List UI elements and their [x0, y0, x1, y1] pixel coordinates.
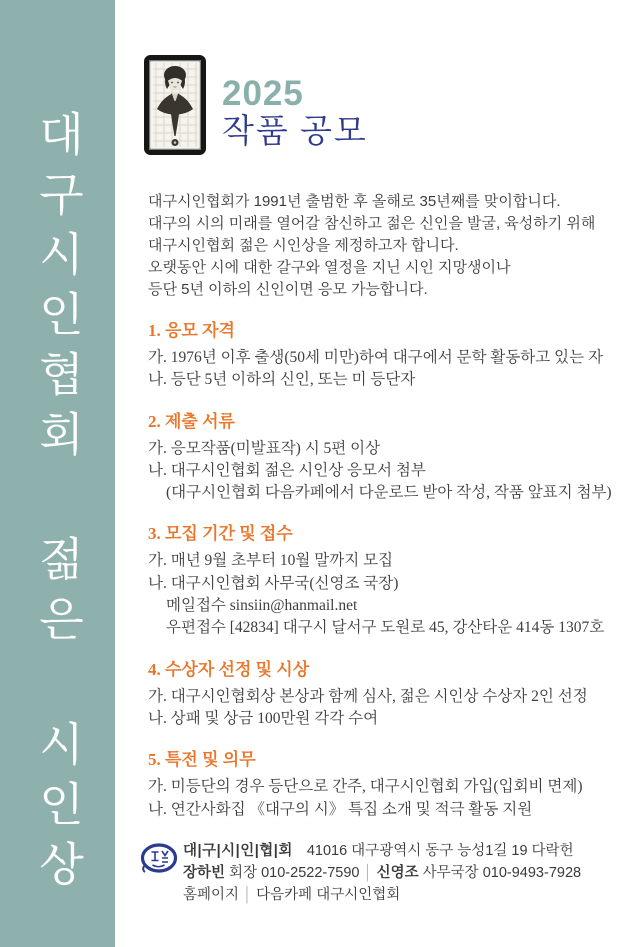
footer-line: [183, 862, 632, 884]
footer: [140, 840, 632, 906]
footer-line: [183, 840, 632, 862]
sidebar-band: [0, 0, 115, 947]
section-item: 우편접수 [42834] 대구시 달서구 도원로 45, 강산타운 414동 1307호: [166, 619, 605, 637]
section-item: 가. 1976년 이후 출생(50세 미만)하여 대구에서 문학 활동하고 있는 자: [148, 349, 603, 366]
section-title: 1. 응모 자격: [148, 321, 235, 340]
section: [148, 659, 628, 731]
content-column: [148, 0, 628, 821]
footer-text: 회장 010-2522-7590: [225, 865, 360, 881]
section: [148, 411, 628, 505]
association-seal-icon: [140, 842, 178, 881]
section-item: 가. 미등단의 경우 등단으로 간주, 대구시인협회 가입(입회비 면제): [148, 778, 583, 796]
footer-text: │: [239, 887, 257, 903]
footer-line: [183, 884, 632, 906]
title-year: 2025: [222, 74, 304, 113]
footer-text: 장하빈: [183, 865, 226, 881]
section-title: 3. 모집 기간 및 접수: [148, 524, 293, 544]
section: [148, 749, 628, 821]
section-title: 5. 특전 및 의무: [148, 750, 256, 770]
footer-text: 대|구|시|인|협|회: [183, 843, 293, 859]
section-item: 나. 대구시인협회 젊은 시인상 응모서 첨부: [148, 461, 426, 479]
section-item: (대구시인협회 다음카페에서 다운로드 받아 작성, 작품 앞표지 첨부): [166, 484, 612, 502]
header-row: [148, 0, 628, 155]
footer-text: │: [359, 865, 377, 881]
title-block: [222, 76, 368, 150]
poet-sketch-icon: [144, 55, 206, 160]
sections: [148, 320, 628, 821]
intro-line: 대구시인협회가 1991년 출범한 후 올해로 35년째를 맞이합니다.: [148, 193, 561, 210]
footer-lines: [183, 840, 632, 906]
footer-text: 사무국장 010-9493-7928: [418, 865, 582, 881]
sidebar-vertical-title: 대구시인협회 젊은 시인상: [32, 110, 84, 900]
footer-text: 다음카페 대구시인협회: [256, 887, 401, 903]
section-item: 나. 대구시인협회 사무국(신영조 국장): [148, 574, 399, 592]
section-item: 가. 대구시인협회상 본상과 함께 심사, 젊은 시인상 수상자 2인 선정: [148, 687, 588, 705]
section: [148, 523, 628, 639]
footer-text: 홈페이지: [183, 887, 240, 903]
intro-line: 대구의 시의 미래를 열어갈 참신하고 젊은 신인을 발굴, 육성하기 위해: [148, 215, 596, 232]
section-item: 나. 연간사화집 《대구의 시》 특집 소개 및 적극 활동 지원: [148, 800, 533, 818]
intro-line: 오랫동안 시에 대한 갈구와 열정을 지닌 시인 지망생이나: [148, 259, 511, 276]
section-title: 2. 제출 서류: [148, 411, 235, 431]
footer-text: 41016 대구광역시 동구 능성1길 19 다락헌: [306, 843, 574, 859]
section-item: 메일접수 sinsiin@hanmail.net: [166, 597, 358, 615]
section-title: 4. 수상자 선정 및 시상: [148, 659, 310, 679]
section: [148, 320, 628, 392]
intro-line: 등단 5년 이하의 신인이면 응모 가능합니다.: [148, 281, 428, 298]
section-item: 가. 매년 9월 초부터 10월 말까지 모집: [148, 552, 394, 570]
section-item: 가. 응모작품(미발표작) 시 5편 이상: [148, 439, 381, 457]
intro-line: 대구시인협회 젊은 시인상을 제정하고자 합니다.: [148, 237, 459, 254]
section-item: 나. 등단 5년 이하의 신인, 또는 미 등단자: [148, 371, 416, 389]
section-item: 나. 상패 및 상금 100만원 각각 수여: [148, 709, 379, 727]
footer-text: 신영조: [376, 865, 419, 881]
intro-paragraph: [148, 191, 628, 301]
title-main: 작품 공모: [222, 114, 368, 150]
